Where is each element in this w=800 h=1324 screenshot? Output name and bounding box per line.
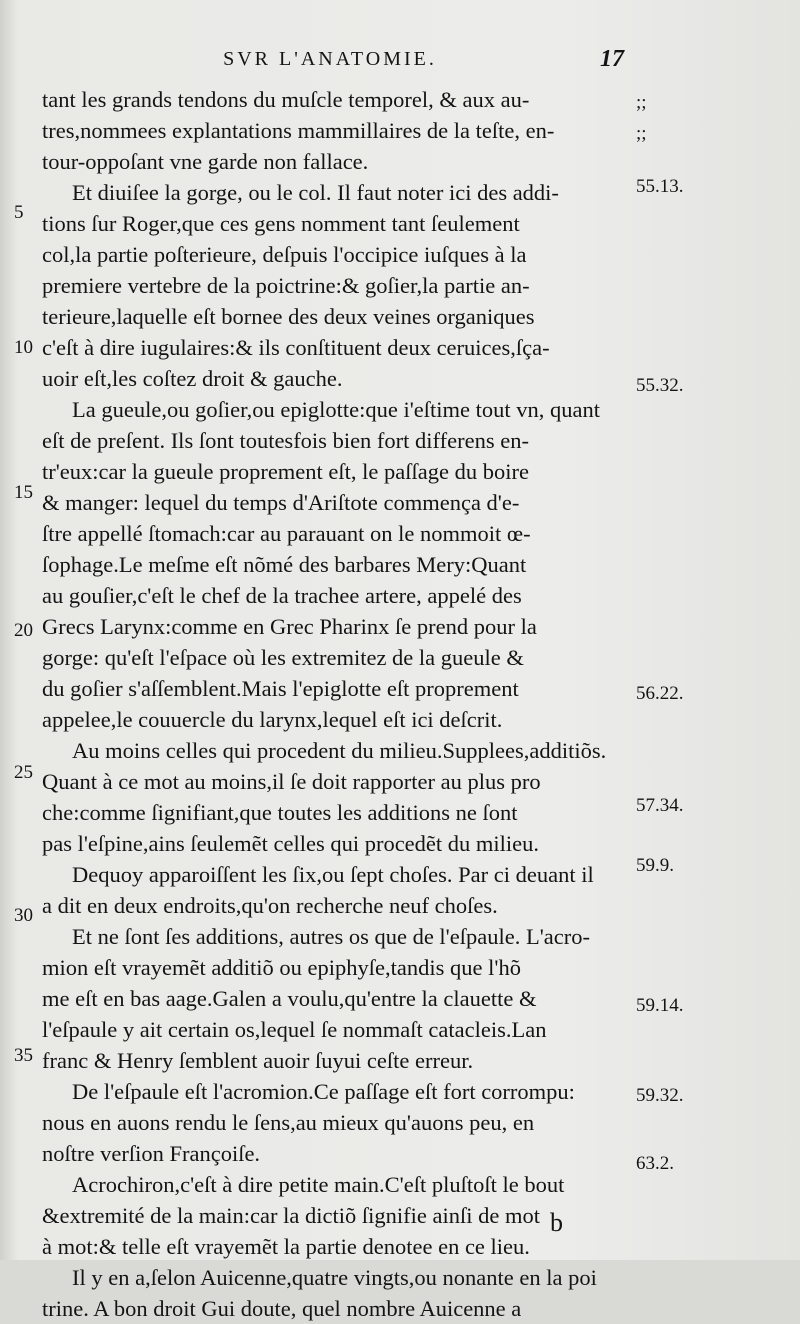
text-line: Quant à ce mot au moins,il ſe doit rapporter au plus pro <box>42 769 541 794</box>
text-line: tant les grands tendons du muſcle temporel, & aux au- <box>42 87 530 112</box>
text-line: Dequoy apparoiſſent les ſix,ou ſept choſes. Par ci deuant il <box>72 862 594 887</box>
text-line: trine. A bon droit Gui doute, quel nombre Auicenne a <box>42 1296 522 1321</box>
line-number: 10 <box>14 337 33 358</box>
page-header <box>0 46 800 76</box>
body-text <box>42 84 642 1324</box>
text-line: ſophage.Le meſme eſt nõmé des barbares Mery:Quant <box>42 552 527 577</box>
margin-note: 55.32. <box>636 375 684 396</box>
text-line: c'eſt à dire iugulaires:& ils conſtituent deux ceruices,ſça- <box>42 335 550 360</box>
text-line: eſt de preſent. Ils ſont toutesfois bien fort differens en- <box>42 428 529 453</box>
text-line: Il y en a,ſelon Auicenne,quatre vingts,ou nonante en la poi <box>72 1265 597 1290</box>
text-line: pas l'eſpine,ains ſeulemẽt celles qui procedẽt du milieu. <box>42 831 540 856</box>
text-line: noſtre verſion Françoiſe. <box>42 1141 261 1166</box>
text-line: uoir eſt,les coſtez droit & gauche. <box>42 366 343 391</box>
text-line: gorge: qu'eſt l'eſpace où les extremitez de la gueule & <box>42 645 524 670</box>
text-line: mion eſt vrayemẽt additiõ ou epiphyſe,tandis que l'hõ <box>42 955 521 980</box>
text-line: me eſt en bas aage.Galen a voulu,qu'entre la clauette & <box>42 986 537 1011</box>
text-line: ſtre appellé ſtomach:car au parauant on le nommoit œ- <box>42 521 531 546</box>
margin-note: ;; <box>636 92 647 113</box>
text-line: terieure,laquelle eſt bornee des deux veines organiques <box>42 304 535 329</box>
line-number: 15 <box>14 482 33 503</box>
margin-note: ;; <box>636 123 647 144</box>
text-line: De l'eſpaule eſt l'acromion.Ce paſſage eſt fort corrompu: <box>72 1079 575 1104</box>
margin-note: 55.13. <box>636 176 684 197</box>
line-number: 20 <box>14 620 33 641</box>
margin-note: 57.34. <box>636 795 684 816</box>
margin-note: 63.2. <box>636 1153 674 1174</box>
text-line: premiere vertebre de la poictrine:& goſier,la partie an- <box>42 273 530 298</box>
margin-note: 59.14. <box>636 995 684 1016</box>
text-line: & manger: lequel du temps d'Ariſtote commença d'e- <box>42 490 520 515</box>
line-number: 30 <box>14 905 33 926</box>
text-line: Et ne ſont ſes additions, autres os que de l'eſpaule. L'acro- <box>72 924 590 949</box>
text-line: nous en auons rendu le ſens,au mieux qu'auons peu, en <box>42 1110 535 1135</box>
text-line: Grecs Larynx:comme en Grec Pharinx ſe prend pour la <box>42 614 537 639</box>
text-line: au gouſier,c'eſt le chef de la trachee artere, appelé des <box>42 583 522 608</box>
text-line: che:comme ſignifiant,que toutes les additions ne ſont <box>42 800 518 825</box>
text-line: du goſier s'aſſemblent.Mais l'epiglotte eſt proprement <box>42 676 519 701</box>
text-line: tions ſur Roger,que ces gens nomment tant ſeulement <box>42 211 520 236</box>
line-number: 35 <box>14 1045 33 1066</box>
text-line: l'eſpaule y ait certain os,lequel ſe nommaſt catacleis.Lan <box>42 1017 547 1042</box>
running-head: SVR L'ANATOMIE. <box>223 48 437 70</box>
text-line: Acrochiron,c'eſt à dire petite main.C'eſt pluſtoſt le bout <box>72 1172 565 1197</box>
text-line: tres,nommees explantations mammillaires de la teſte, en- <box>42 118 555 143</box>
margin-note: 59.32. <box>636 1085 684 1106</box>
text-line: franc & Henry ſemblent auoir ſuyui ceſte erreur. <box>42 1048 474 1073</box>
folio-number: 17 <box>600 46 624 72</box>
margin-note: 56.22. <box>636 683 684 704</box>
text-line: Et diuiſee la gorge, ou le col. Il faut noter ici des addi- <box>72 180 559 205</box>
signature-mark: b <box>550 1208 563 1237</box>
text-line: col,la partie poſterieure, deſpuis l'occipice iuſques à la <box>42 242 527 267</box>
text-line: a dit en deux endroits,qu'on recherche neuf choſes. <box>42 893 498 918</box>
text-line: La gueule,ou goſier,ou epiglotte:que i'eſtime tout vn, quant <box>72 397 601 422</box>
text-line: &extremité de la main:car la dictiõ ſignifie ainſi de mot <box>42 1203 540 1228</box>
text-line: tr'eux:car la gueule proprement eſt, le paſſage du boire <box>42 459 529 484</box>
line-number: 25 <box>14 762 33 783</box>
text-line: appelee,le couuercle du larynx,lequel eſt ici deſcrit. <box>42 707 503 732</box>
margin-note: 59.9. <box>636 855 674 876</box>
text-line: à mot:& telle eſt vrayemẽt la partie denotee en ce lieu. <box>42 1234 530 1259</box>
text-line: tour-oppoſant vne garde non fallace. <box>42 149 369 174</box>
line-number: 5 <box>14 202 24 223</box>
text-line: Au moins celles qui procedent du milieu.Supplees,additiõs. <box>72 738 607 763</box>
